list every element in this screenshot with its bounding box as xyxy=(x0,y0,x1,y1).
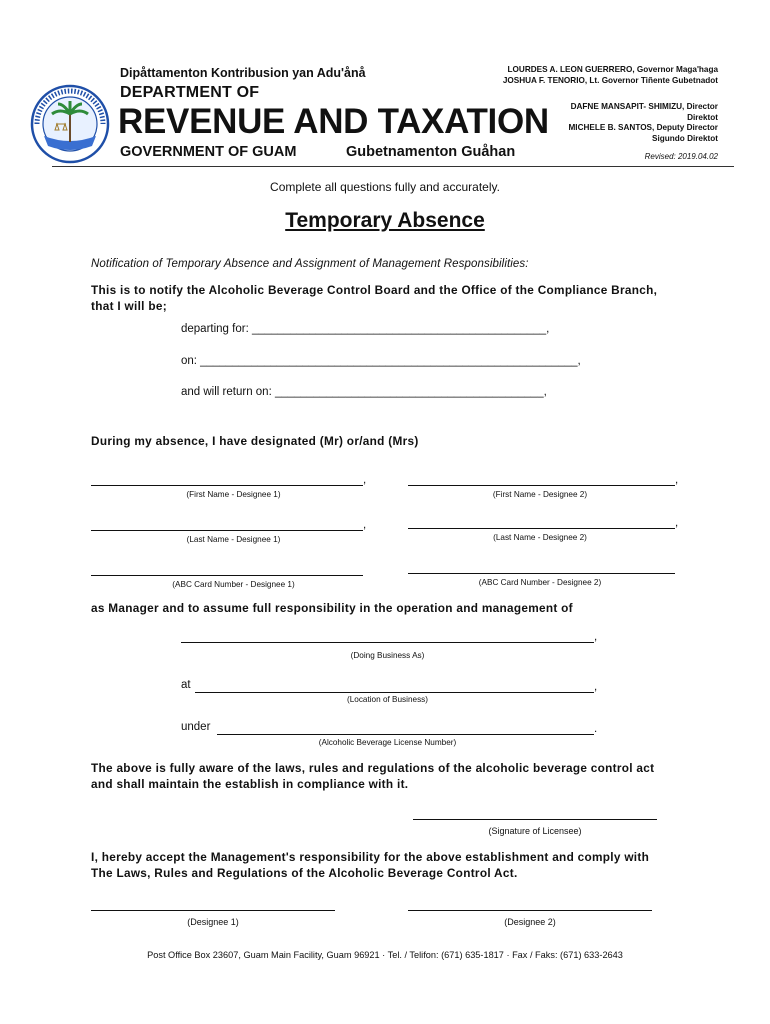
first-name-designee-2-field[interactable] xyxy=(408,485,675,486)
designee-2-caption: (Designee 2) xyxy=(504,917,556,927)
form-title: Temporary Absence xyxy=(285,209,485,232)
department-seal-icon xyxy=(30,84,110,164)
intro-line-1: This is to notify the Alcoholic Beverage Control Board and the Office of the Compliance Branch, xyxy=(91,283,658,297)
revised-date: Revised: 2019.04.02 xyxy=(644,152,718,161)
first-name-designee-2-caption: (First Name - Designee 2) xyxy=(492,490,588,499)
lt-governor-line: JOSHUA F. TENORIO, Lt. Governor Tiñente Gubetnadot xyxy=(502,75,718,85)
designee-1-caption: (Designee 1) xyxy=(187,917,239,927)
dba-caption: (Doing Business As) xyxy=(350,651,425,660)
accept-line-2: The Laws, Rules and Regulations of the Alcoholic Beverage Control Act. xyxy=(91,866,518,880)
director-block xyxy=(568,102,718,144)
on-date-field[interactable]: on: ___________________________________________________________, xyxy=(181,355,581,367)
comma: , xyxy=(594,681,598,693)
license-number-field[interactable] xyxy=(217,734,594,735)
last-name-designee-1-caption: (Last Name - Designee 1) xyxy=(186,535,281,544)
government-of-guam: GOVERNMENT OF GUAM xyxy=(120,144,297,160)
designated-heading: During my absence, I have designated (Mr) or/and (Mrs) xyxy=(91,434,419,448)
first-name-designee-1-field[interactable] xyxy=(91,485,363,486)
last-name-designee-2-field[interactable] xyxy=(408,528,675,529)
aware-paragraph xyxy=(91,760,711,792)
department-of-heading: DEPARTMENT OF xyxy=(120,84,260,101)
license-caption: (Alcoholic Beverage License Number) xyxy=(318,738,457,747)
accept-paragraph xyxy=(91,849,711,881)
form-subtitle: Notification of Temporary Absence and Assignment of Management Responsibilities: xyxy=(91,258,529,270)
revenue-taxation-heading: REVENUE AND TAXATION xyxy=(118,102,549,141)
comma: , xyxy=(594,631,598,643)
deputy-line-2: Sigundo Direktot xyxy=(652,133,718,143)
departing-for-field[interactable]: departing for: ______________________________________________, xyxy=(181,323,550,335)
last-name-designee-2-caption: (Last Name - Designee 2) xyxy=(493,533,587,542)
instructions: Complete all questions fully and accurately. xyxy=(270,180,500,194)
director-line-1: DAFNE MANSAPIT- SHIMIZU, Director xyxy=(570,102,718,111)
governor-line: LOURDES A. LEON GUERRERO, Governor Maga'haga xyxy=(507,65,718,74)
footer-address: Post Office Box 23607, Guam Main Facility, Guam 96921 · Tel. / Telifon: (671) 635-1817 · Fax / Faks: (671) 633-2643 xyxy=(147,950,623,960)
doing-business-as-field[interactable] xyxy=(181,642,594,643)
aware-line-2: and shall maintain the establish in compliance with it. xyxy=(91,777,409,791)
comma: , xyxy=(363,519,367,531)
comma: , xyxy=(675,517,679,529)
licensee-signature-field[interactable] xyxy=(413,819,657,820)
comma: , xyxy=(675,474,679,486)
under-label: under xyxy=(181,721,211,733)
location-of-business-field[interactable] xyxy=(195,692,594,693)
designee-2-signature-field[interactable] xyxy=(408,910,652,911)
first-name-designee-1-caption: (First Name - Designee 1) xyxy=(186,490,281,499)
period: . xyxy=(594,723,598,735)
intro-paragraph xyxy=(91,282,691,314)
intro-line-2: that I will be; xyxy=(91,299,167,313)
abc-card-designee-2-field[interactable] xyxy=(408,573,675,574)
accept-line-1: I, hereby accept the Management's responsibility for the above establishment and comply with xyxy=(91,850,650,864)
abc-card-designee-1-caption: (ABC Card Number - Designee 1) xyxy=(172,580,295,589)
as-manager-text: as Manager and to assume full responsibility in the operation and management of xyxy=(91,601,573,615)
location-caption: (Location of Business) xyxy=(346,695,428,704)
aware-line-1: The above is fully aware of the laws, rules and regulations of the alcoholic beverage control act xyxy=(91,761,655,775)
return-date-field[interactable]: and will return on: __________________________________________, xyxy=(181,386,547,398)
header-divider xyxy=(52,166,734,167)
comma: , xyxy=(363,474,367,486)
chamorro-department-name: Dipåttamenton Kontribusion yan Adu'ånå xyxy=(120,66,366,80)
director-line-2: Direktot xyxy=(687,112,718,122)
at-label: at xyxy=(181,679,191,691)
abc-card-designee-1-field[interactable] xyxy=(91,575,363,576)
last-name-designee-1-field[interactable] xyxy=(91,530,363,531)
designee-1-signature-field[interactable] xyxy=(91,910,335,911)
deputy-line-1: MICHELE B. SANTOS, Deputy Director xyxy=(568,123,718,132)
gubetnamenton-guahan: Gubetnamenton Guåhan xyxy=(346,144,516,160)
signature-caption: (Signature of Licensee) xyxy=(488,826,582,836)
governor-block xyxy=(503,65,718,86)
abc-card-designee-2-caption: (ABC Card Number - Designee 2) xyxy=(478,578,602,587)
